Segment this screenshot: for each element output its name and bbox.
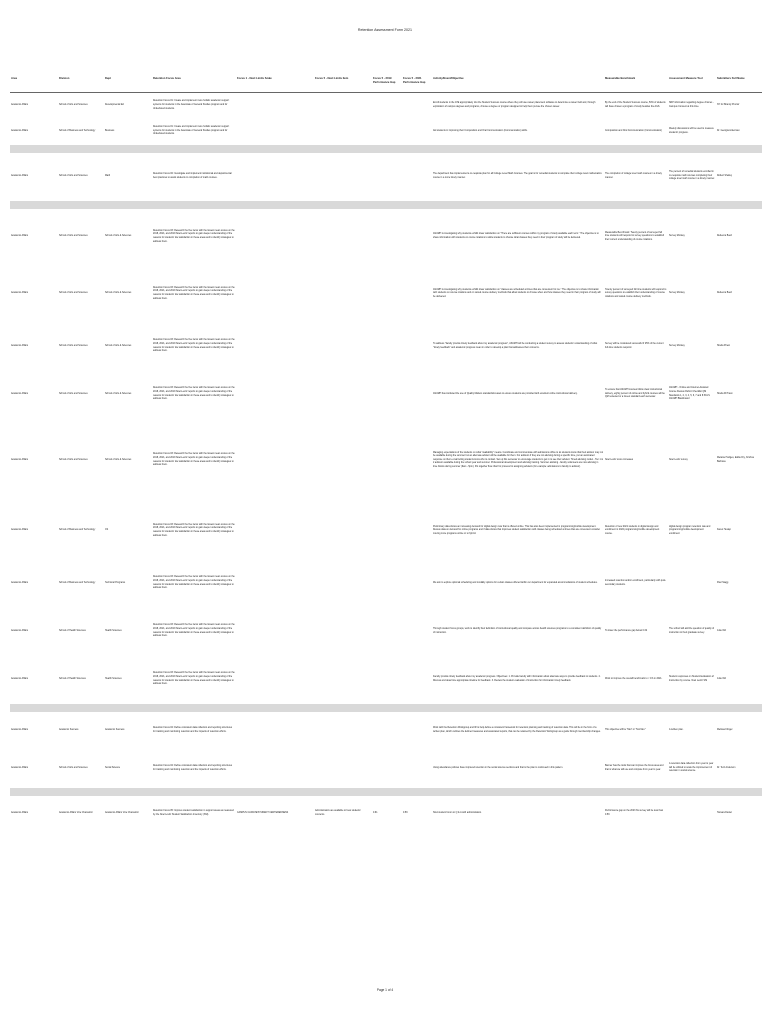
cell-submitter: Karen Heslep [717,529,731,532]
cell-gap-2019 [372,419,402,503]
cell-gap-2019 [372,371,402,419]
cell-area: Academic Affairs [11,103,29,106]
cell-area: Academic Affairs [11,235,29,238]
cell-focus: Retention Focus #2: Investigate and implement institutional and departmental best practices to assist students in completion of math courses. [153,172,232,179]
cell-benchmark: Performance gap on the 2023 NL survey will be less than 0.59 [605,809,664,816]
cell-dept: School of Arts & Sciences [105,292,132,295]
cell-gap-2019: 0.61 [373,811,378,814]
cell-division: School of Health Sciences [59,677,86,680]
table-row [10,371,762,419]
cell-benchmark: Noel Levitz score increases [605,458,634,461]
column-header-area: Area [10,76,58,93]
cell-gap-2021 [402,209,432,266]
cell-area: Academic Affairs [11,292,29,295]
cell-scale [236,503,314,560]
cell-scale [236,153,314,201]
table-header-row [10,76,762,93]
cell-gap-2021 [402,119,432,145]
cell-submitter: Dr. Terri Anderson [717,766,736,769]
cell-dept: Technical Programs [105,581,126,584]
cell-tool: ASUMH - Online and Internet-Assisted Course Review Rubric Checklist QM Standards 1, 2, 3, 4, 5, 6, 7 and 8 PLUS ASUMH Blackboard [669,387,710,401]
cell-activity: Through student focus groups, work to identify their definition of instructional quality and compare across health sciences programs to a consistent definition of quality of instruction. [433,627,602,634]
cell-focus: Retention Focus #4: Define consistent data collection and reporting structures for tracking and monitoring retention and the impacts of retention efforts. [153,764,233,771]
column-header-activity: Activity/Event/Objective [432,76,604,93]
page-title: Retention Assessment Form 2021 [357,28,413,32]
cell-item [314,656,372,704]
cell-dept: School of Arts & Sciences [105,458,132,461]
cell-activity: SGA student forum to Q & A with administration. [433,811,482,814]
cell-division: School of Business and Technology [59,129,96,132]
cell-benchmark: Work to improve the overall benchmark to < 1% in 2021. [605,677,663,680]
cell-scale [236,419,314,503]
cell-area: Academic Affairs [11,174,29,177]
cell-division: School of Arts and Sciences [59,292,88,295]
cell-gap-2021 [402,419,432,503]
cell-division: School of Arts and Sciences [59,392,88,395]
cell-focus: Retention Focus #3: Research the five items with the lowest mean scores on the 2018, 2021, and 2019 Noel-Levitz reports to gain deeper understanding of the reasons for students' low satisfaction in these areas and to identify strategies to address them. [153,339,235,353]
table-body [10,93,762,832]
column-header-gap-2021: Focus 5 - 2021 Performance Gap [402,76,432,93]
cell-benchmark: To ensure that ASUMH courses follow clear instructional delivery, eighty percent of online and hybrid courses will be QM reviewed or a Green standard each semester. [605,389,665,399]
cell-item [314,323,372,371]
cell-activity: ASUMH is investigating why students exhibit lower satisfaction on "There are sufficient courses within my program of study available each term." The objective is to share information with students on course rotations to allow students to choose what classes they need in their program of study will be delivered. [433,233,599,239]
cell-submitter: NY for Brandy Proctor [717,103,740,106]
cell-gap-2021 [402,371,432,419]
cell-gap-2019 [372,323,402,371]
table-row [10,266,762,323]
table-row [10,560,762,608]
cell-area: Academic Affairs [11,129,29,132]
cell-scale [236,266,314,323]
cell-division: Academic Success [59,728,79,731]
cell-submitter: Tamara Daniel [717,811,732,814]
table-row [10,119,762,145]
table-row [10,153,762,201]
cell-scale [236,712,314,750]
cell-gap-2021 [402,503,432,560]
cell-gap-2021: 0.59 [403,811,408,814]
cell-focus: Retention Focus #4: Define consistent data collection and reporting structures for tracking and monitoring retention and the impacts of retention efforts. [153,726,233,733]
cell-gap-2019 [372,503,402,560]
cell-tool: A written plan. [669,728,684,731]
section-separator [10,704,762,712]
cell-focus: Retention Focus #3: Research the five items with the lowest mean scores on the 2018, 2021, and 2019 Noel-Levitz reports to gain deeper understanding of the reasons for students' low satisfaction in these areas and to identify strategies to address them. [153,286,235,300]
section-separator [10,788,762,796]
cell-item [314,371,372,419]
column-header-retention-focus-area: Retention Focus Area [152,76,236,93]
cell-area: Academic Affairs [11,458,29,461]
cell-activity: Aid students in improving their Composition and Oral Communication (Communication) skills. [433,129,528,132]
cell-activity: ASUMH is investigating why students exhibit lower satisfaction on "classes are scheduled at times that are convenient for me." The objective is to share information with students on course rotations and on varied course delivery methods that allow students to choose when and how classes they need in their program of study will be delivered. [433,288,601,298]
cell-dept: Social Science [105,766,121,769]
cell-focus: Retention Focus #3: Research the five items with the lowest mean scores on the 2018, 2021, and 2019 Noel-Levitz reports to gain deeper understanding of the reasons for students' low satisfaction in these areas and to identify strategies to address them. [153,453,235,467]
cell-submitter: Dr. Georgia Ackerman [717,129,740,132]
cell-dept: School of Arts & Sciences [105,392,132,395]
cell-benchmark: Retention of new 2021 students in digital design and enrollment in 2022 programming/mobile development course. [605,525,660,535]
cell-benchmark: The completion of college level math courses in a timely manner. [605,172,662,179]
cell-benchmark: By the end of the Student Success course, 50% of students will have chosen a program of study besides the AGS. [605,102,666,108]
cell-focus: Retention Focus #1: Create and implement more holistic academic support systems for students in the Associate of General Studies program and for Undeclared students. [153,100,230,110]
column-header-dept: Dept [104,76,152,93]
cell-division: School of Arts and Sciences [59,458,88,461]
cell-gap-2021 [402,560,432,608]
cell-gap-2019 [372,119,402,145]
cell-scale [236,209,314,266]
column-header-benchmark: Measurable Benchmark [604,76,668,93]
table-row [10,712,762,750]
table-row [10,796,762,832]
cell-benchmark: This objective will be "Met" or "Not Met." [605,728,646,731]
cell-gap-2021 [402,712,432,750]
cell-activity: Managing expectations of the students on what "availability" means. Coordinate and communicate with admissions office to let students know that their advisor may not be available during the summer but an alternate advisor will be available for them. For advisors if they are not advising during a specific time, put an automated response on their e-mail letting students know who to contact. Set up this semester to encourage students to get in to see their advisor. Timed advising model - Tier 1 & 2 advisors available during the school year and summer. Professional development and advising training. Summer advising - faculty volunteers are now advising in time blocks during summer (9am - 5pm). Put together flow chart for process for assigning advisors (for example: admissions to faculty to advisor). [433,451,603,468]
section-separator [10,201,762,209]
cell-focus: Retention Focus #3: Research the five items with the lowest mean scores on the 2018, 2021, and 2019 Noel-Levitz reports to gain deeper understanding of the reasons for students' low satisfaction in these areas and to identify strategies to address them. [153,229,235,243]
cell-submitter: Melissa Klinger [717,728,733,731]
cell-gap-2019 [372,209,402,266]
cell-division: Academic Affairs Vice Chancellor [59,811,93,814]
cell-gap-2019 [372,93,402,119]
cell-submitter: Julie Old [717,677,726,680]
cell-gap-2019 [372,560,402,608]
cell-gap-2019 [372,153,402,201]
cell-tool: Student responses on Student Evaluation of Instruction by course. Noel Levitz SSI [669,675,714,682]
cell-area: Academic Affairs [11,392,29,395]
cell-activity: We aim to explore optional scheduling and modality options for certain classes offered within our department for expanded accommodations of student schedules. [433,581,598,584]
cell-tool: SRP information regarding degree choices - Campus Connect at this time. [669,102,714,108]
cell-tool: The percent of remedial students enrolled in co-requisite math courses completing their college level math course in a timely manner. [669,171,715,181]
cell-activity: Preliminary data shows an increasing demand for digital design now that is offered online. This has also been implemented in programming/mobile development. Review data on demand for online programs and if data shows that improves student satisfaction with classes being scheduled at times that are convenient consider moving more programs online or to hybrid. [433,525,600,535]
cell-tool: The school will add the question of quality of instruction to their graduate survey. [669,627,715,634]
cell-submitter: Robert Shelley [717,174,733,177]
cell-gap-2019 [372,266,402,323]
cell-item [314,419,372,503]
cell-submitter: Rebecca Buell [717,292,732,295]
cell-gap-2021 [402,266,432,323]
cell-submitter: Shelia M Priest [717,392,733,395]
column-header-next-limits-item: Focus 5 - Next Limits Item [314,76,372,93]
cell-item [314,560,372,608]
cell-activity: The department has implemented a co-requisite plan for all College Level Math Courses. The goal is for remedial students to complete their college level mathematics course in a more timely manner. [433,172,602,179]
cell-area: Academic Affairs [11,629,29,632]
cell-scale [236,93,314,119]
cell-dept: Academic Success [105,728,125,731]
separator-bar [10,201,762,209]
separator-bar [10,704,762,712]
cell-focus: Retention Focus #1: Create and implement more holistic academic support systems for students in the Associate of General Studies program and for Undeclared students. [153,126,230,136]
cell-scale [236,560,314,608]
cell-scale: CAMPUS CLIMATE/STUDENT CENTEREDNESS [237,811,289,814]
column-header-submitter: Submitters Full Name [716,76,762,93]
cell-item [314,266,372,323]
cell-gap-2021 [402,608,432,656]
cell-tool: Survey Monkey [669,344,685,347]
cell-focus: Retention Focus #3: Research the five items with the lowest mean scores on the 2018, 2021, and 2019 Noel-Levitz reports to gain deeper understanding of the reasons for students' low satisfaction in these areas and to identify strategies to address them. [153,387,235,401]
cell-benchmark: Twenty percent of surveyed full time students will respond to survey questions to establish their understanding of course rotations and varied course delivery methods. [605,288,667,298]
cell-focus: Retention Focus #3: Research the five items with the lowest mean scores on the 2018, 2021, and 2019 Noel-Levitz reports to gain deeper understanding of the reasons for students' low satisfaction in these areas and to identify strategies to address them. [153,523,235,537]
table-row [10,323,762,371]
cell-dept: Math [105,174,111,177]
table-row [10,419,762,503]
cell-focus: Retention Focus #3: Research the five items with the lowest mean scores on the 2018, 2021, and 2019 Noel-Levitz reports to gain deeper understanding of the reasons for students' low satisfaction in these areas and to identify strategies to address them. [153,624,235,638]
cell-dept: School of Arts & Sciences [105,344,132,347]
table-row [10,750,762,788]
cell-dept: School of Arts & Sciences [105,235,132,238]
cell-submitter: Shelia Priest [717,344,730,347]
cell-division: School of Business and Technology [59,529,96,532]
cell-scale [236,608,314,656]
cell-item [314,153,372,201]
cell-focus: Retention Focus #3: Research the five items with the lowest mean scores on the 2018, 2021, and 2019 Noel-Levitz reports to gain deeper understanding of the reasons for students' low satisfaction in these areas and to identify strategies to address them. [153,672,235,686]
cell-benchmark: Measurable Benchmark: Twenty percent of surveyed full time students will respond to survey questions to establish their current understanding of course rotations. [605,231,665,241]
table-row [10,656,762,704]
cell-submitter: Julie Old [717,629,726,632]
cell-division: School of Arts and Sciences [59,103,88,106]
cell-dept: Health Sciences [105,629,122,632]
table-row [10,503,762,560]
cell-tool: A retention data collection from year to year will be utilized to scale the improvement of retention in social science. [669,763,714,773]
cell-dept: Developmental Ed [105,103,124,106]
cell-tool [668,560,716,608]
cell-gap-2021 [402,750,432,788]
cell-benchmark: Survey will be considered successful if 25% of the current full-time students respond. [605,342,664,349]
retention-table [10,76,762,832]
cell-item: Administrators are available to hear students' concerns. [315,809,361,816]
cell-activity: Work with the Retention Workgroup and IR to help define a consistent framework for retention planning and tracking of retention data. This will be in the form of a written plan, which outlines the defined measures and associated reports, that can be retained by the Retention Workgroup as a guide through membership changes. [433,726,601,733]
cell-scale [236,119,314,145]
cell-area: Academic Affairs [11,344,29,347]
cell-benchmark: Composition and Oral Communication (Communication) [605,129,662,132]
cell-activity: ASUMH has instituted the use of Quality Matters standards/reviews to ensure students are provided with excellent online instructional delivery. [433,392,578,395]
cell-dept: Academic Affairs Vice Chancellor [105,811,139,814]
cell-division: School of Business and Technology [59,581,96,584]
cell-tool: Weekly discussions will be used to measure students' progress. [669,127,714,134]
cell-area: Academic Affairs [11,728,29,731]
cell-dept: Business [105,129,115,132]
cell-area: Academic Affairs [11,581,29,584]
cell-scale [236,371,314,419]
cell-benchmark: To lower the performance gap below 0.62 [605,629,648,632]
cell-area: Academic Affairs [11,811,29,814]
cell-item [314,608,372,656]
table-row [10,209,762,266]
cell-division: School of Arts and Sciences [59,174,88,177]
table-row [10,93,762,119]
cell-tool: Survey Monkey [669,292,685,295]
cell-item [314,750,372,788]
cell-division: School of Arts and Sciences [59,235,88,238]
cell-gap-2019 [372,656,402,704]
cell-item [314,503,372,560]
cell-submitter: Melanie Hodges, Eddie Dry, Krishna Barbosa [717,456,754,463]
cell-item [314,93,372,119]
cell-dept: CS [105,529,109,532]
cell-division: School of Health Sciences [59,629,86,632]
cell-benchmark: Increased retention and/or enrollment, particularly with post-secondary students. [605,579,667,586]
cell-gap-2021 [402,93,432,119]
cell-division: School of Arts and Sciences [59,344,88,347]
cell-item [314,712,372,750]
cell-focus: Retention Focus #5: Improve student satisfaction in support areas as measured by the Noel Levitz Student Satisfaction Inventory (SSI). [153,809,234,816]
cell-scale [236,656,314,704]
cell-submitter: Rebecca Buell [717,235,732,238]
separator-bar [10,788,762,796]
cell-item [314,119,372,145]
cell-dept: Health Sciences [105,677,122,680]
cell-tool [668,796,716,832]
cell-activity: Faculty provide timely feedback about my academic progress. Objectives: 1. Provide faculty with information about alternate ways to provide feedback to students. 2. Discuss and determine appropriate timeline for feedback. 3. Review the student evaluation of instruction for information timely feedback. [433,675,601,682]
cell-submitter: Paul Stagg [717,581,729,584]
cell-activity: Using attendance policies have improved retention in the social science sections and that is the plan to continued in this pattern. [433,766,563,769]
cell-division: School of Arts and Sciences [59,766,88,769]
column-header-assessment-tool: Assessment Measure Tool [668,76,716,93]
column-header-division: Division [58,76,104,93]
cell-gap-2019 [372,712,402,750]
cell-scale [236,323,314,371]
cell-gap-2021 [402,323,432,371]
column-header-gap-2019: Focus 5 - 2019 Performance Gap [372,76,402,93]
cell-activity: To address "faculty provide timely feedback about my academic progress", ASUMH will be conducting a student survey to assess students' understanding of what "timely feedback" and academic progress mean in order to develop a plan that addresses their concerns. [433,342,598,349]
cell-scale [236,750,314,788]
cell-tool: digital design program retention rate and programming/mobile development enrollment [669,525,711,535]
cell-gap-2021 [402,656,432,704]
cell-area: Academic Affairs [11,766,29,769]
cell-tool: Survey Monkey [669,235,685,238]
separator-bar [10,145,762,153]
cell-focus: Retention Focus #3: Research the five items with the lowest mean scores on the 2018, 2021, and 2019 Noel-Levitz reports to gain deeper understanding of the reasons for students' low satisfaction in these areas and to identify strategies to address them. [153,576,235,590]
cell-area: Academic Affairs [11,677,29,680]
cell-gap-2021 [402,153,432,201]
cell-item [314,209,372,266]
cell-gap-2019 [372,750,402,788]
page-footer: Page 1 of 4 [376,988,394,992]
cell-area: Academic Affairs [11,529,29,532]
cell-activity: Enroll students in the ATE appropriately into the Student Success course where they will use career placement software to determine a career field and, through exploration of campus degrees and programs, choose a degree or program designed to help them pursue the chosen career. [433,102,596,108]
cell-benchmark: Banner has the tools that can improve the focus area and that is what we will use and compare from year to year. [605,764,664,771]
cell-gap-2019 [372,608,402,656]
column-header-next-limits-scale: Focus 1 - Next Limits Scale [236,76,314,93]
cell-tool: Noel Levitz survey [669,458,688,461]
section-separator [10,145,762,153]
table-row [10,608,762,656]
